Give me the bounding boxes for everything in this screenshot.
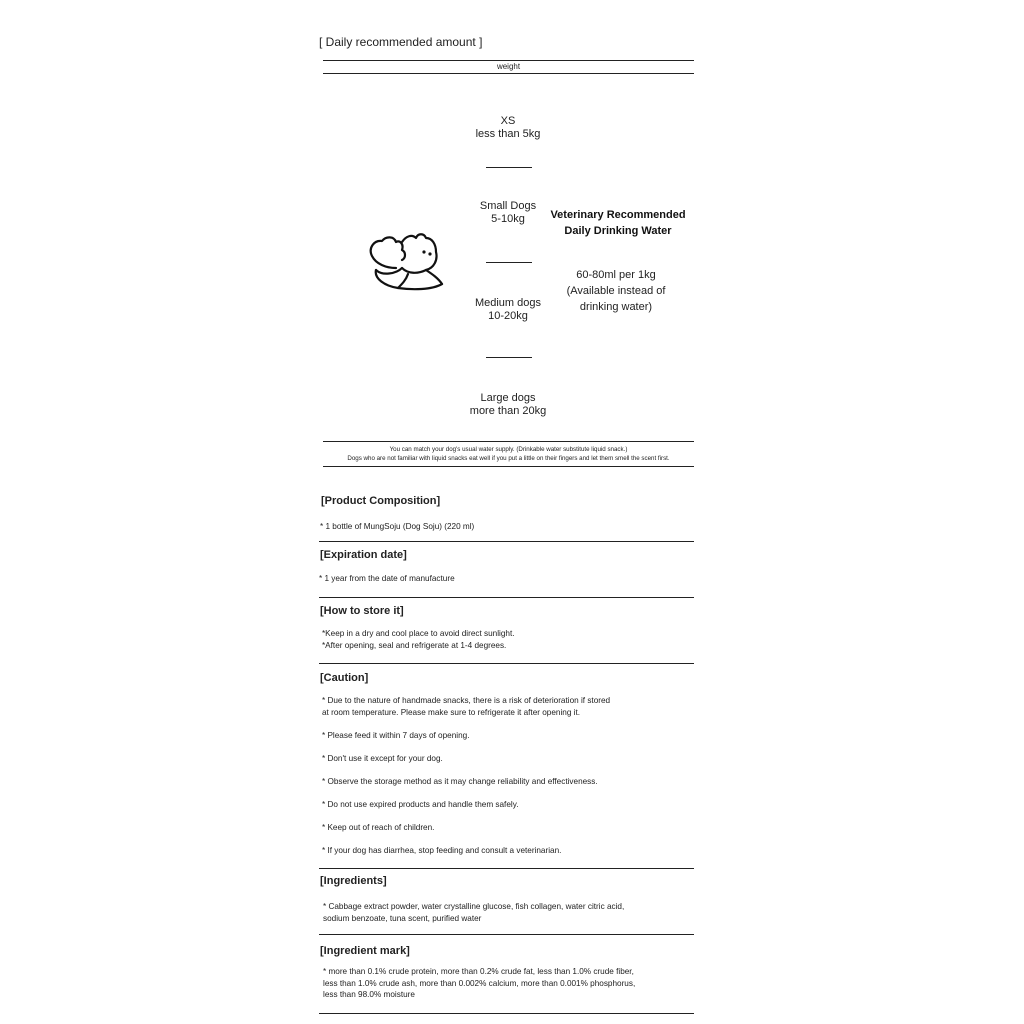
- dog-illustration-icon: [362, 228, 452, 298]
- caution-item: * Don't use it except for your dog.: [322, 754, 443, 763]
- note-line: Dogs who are not familiar with liquid snacks eat well if you put a little on their fingers and let them smell the scent first.: [347, 455, 670, 462]
- weight-header: weight: [496, 62, 521, 71]
- vet-title-line: Veterinary Recommended: [550, 209, 686, 221]
- vet-title-line: Daily Drinking Water: [564, 225, 672, 237]
- vet-recommended-title: [542, 207, 694, 239]
- divider: [323, 466, 694, 467]
- storage-line: *Keep in a dry and cool place to avoid direct sunlight.: [322, 629, 515, 638]
- caution-item: * If your dog has diarrhea, stop feeding and consult a veterinarian.: [322, 846, 562, 855]
- vet-amount-line: 60-80ml per 1kg: [576, 269, 656, 281]
- divider: [319, 541, 694, 542]
- ingredients-text: * Cabbage extract powder, water crystalline glucose, fish collagen, water citric acid, sodium benzoate, tuna scent, purified water: [323, 902, 625, 923]
- divider: [323, 441, 694, 442]
- caution-item: * Do not use expired products and handle them safely.: [322, 800, 519, 809]
- caution-item: * Keep out of reach of children.: [322, 823, 435, 832]
- caution-item: * Please feed it within 7 days of opening.: [322, 731, 470, 740]
- ingredients-title: [Ingredients]: [320, 875, 387, 887]
- size-name: Large dogs: [480, 392, 536, 404]
- expiration-title: [Expiration date]: [320, 549, 407, 561]
- daily-amount-title: [ Daily recommended amount ]: [319, 35, 483, 49]
- divider: [323, 73, 694, 74]
- size-large: [440, 392, 576, 418]
- divider: [319, 597, 694, 598]
- vet-amount-line: drinking water): [579, 301, 653, 313]
- divider: [319, 868, 694, 869]
- size-xs: [440, 115, 576, 141]
- size-separator: [486, 357, 532, 358]
- composition-title: [Product Composition]: [321, 495, 441, 507]
- storage-title: [How to store it]: [320, 605, 404, 617]
- divider: [323, 60, 694, 61]
- size-name: XS: [500, 115, 516, 127]
- size-name: Medium dogs: [474, 297, 542, 309]
- ingredient-mark-text: * more than 0.1% crude protein, more than 0.2% crude fat, less than 1.0% crude fiber, less than 1.0% crude ash, more than 0.002% calcium, more than 0.001% phosphorus, less than 98.0% moisture: [323, 967, 636, 999]
- caution-title: [Caution]: [320, 672, 369, 684]
- divider: [319, 1013, 694, 1014]
- caution-item: * Observe the storage method as it may change reliability and effectiveness.: [322, 777, 598, 786]
- size-separator: [486, 167, 532, 168]
- size-range: 5-10kg: [491, 213, 525, 225]
- vet-amount-line: (Available instead of: [566, 285, 666, 297]
- composition-text: * 1 bottle of MungSoju (Dog Soju) (220 ml): [320, 522, 475, 531]
- size-range: 10-20kg: [488, 310, 528, 322]
- ingredient-mark-title: [Ingredient mark]: [320, 945, 410, 957]
- divider: [319, 663, 694, 664]
- size-name: Small Dogs: [479, 200, 537, 212]
- divider: [319, 934, 694, 935]
- storage-line: *After opening, seal and refrigerate at 1-4 degrees.: [322, 641, 507, 650]
- note-line: You can match your dog's usual water supply. (Drinkable water substitute liquid snack.): [389, 446, 628, 453]
- caution-item: * Due to the nature of handmade snacks, there is a risk of deterioration if stored at room temperature. Please make sure to refrigerate it after opening it.: [322, 696, 611, 717]
- vet-amount: [545, 267, 687, 315]
- size-separator: [486, 262, 532, 263]
- size-range: more than 20kg: [469, 405, 547, 417]
- expiration-text: * 1 year from the date of manufacture: [319, 574, 455, 583]
- size-range: less than 5kg: [475, 128, 541, 140]
